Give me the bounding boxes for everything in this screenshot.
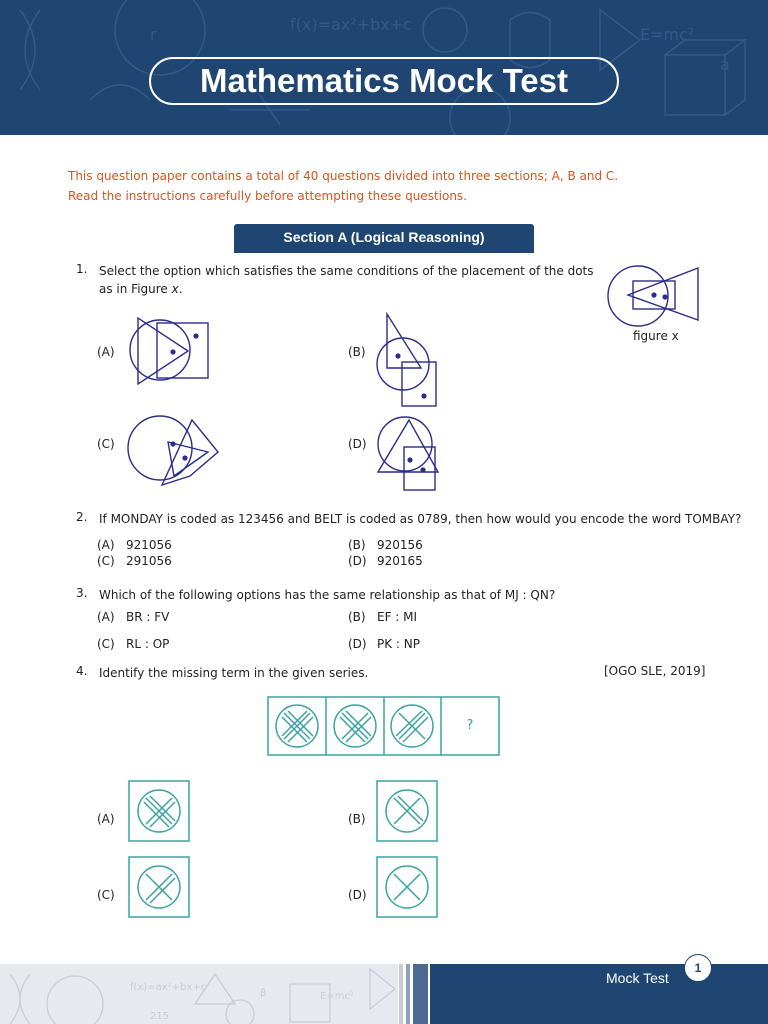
question-1-line-2-italic: x xyxy=(171,282,179,296)
q4-option-d-figure xyxy=(377,857,437,917)
q2-option-b[interactable]: (B) 920156 xyxy=(348,538,423,552)
option-b-diagram xyxy=(377,314,436,406)
q1-option-a-label[interactable]: (A) xyxy=(97,345,115,359)
footer-navy-panel xyxy=(430,964,768,1024)
page-number: 1 xyxy=(684,954,712,982)
q1-option-d-label[interactable]: (D) xyxy=(348,437,367,451)
q2-option-c[interactable]: (C) 291056 xyxy=(97,554,172,568)
svg-text:f(x)=ax²+bx+c: f(x)=ax²+bx+c xyxy=(290,15,412,34)
series-figure-1 xyxy=(276,705,318,747)
question-3-text: Which of the following options has the same relationship as that of MJ : QN? xyxy=(99,588,556,602)
q4-option-b-figure xyxy=(377,781,437,841)
q3-option-a[interactable]: (A) BR : FV xyxy=(97,610,170,624)
page-title: Mathematics Mock Test xyxy=(149,57,619,105)
section-divider xyxy=(234,251,534,253)
footer-math-doodle xyxy=(0,964,398,1024)
svg-text:E=mc²: E=mc² xyxy=(640,25,695,44)
intro-line-2: Read the instructions carefully before attempting these questions. xyxy=(68,189,467,203)
svg-text:a: a xyxy=(720,55,730,74)
svg-text:r: r xyxy=(150,25,157,44)
option-d-diagram xyxy=(378,417,438,490)
footer-bar-3 xyxy=(413,964,428,1024)
intro-line-1: This question paper contains a total of 40 questions divided into three sections; A, B and C. xyxy=(68,169,619,183)
q3-option-b[interactable]: (B) EF : MI xyxy=(348,610,418,624)
question-1-text xyxy=(99,262,594,298)
q3-option-c[interactable]: (C) RL : OP xyxy=(97,637,170,651)
option-a-diagram xyxy=(130,318,208,384)
q2-option-d[interactable]: (D) 920165 xyxy=(348,554,423,568)
question-1-line-1: Select the option which satisfies the same conditions of the placement of the dots xyxy=(99,264,594,278)
section-heading: Section A (Logical Reasoning) xyxy=(234,224,534,251)
q3-option-d[interactable]: (D) PK : NP xyxy=(348,637,420,651)
series-figure-2 xyxy=(334,705,376,747)
figure-x-diagram xyxy=(608,266,698,326)
q4-option-c-figure xyxy=(129,857,189,917)
q1-option-c-label[interactable]: (C) xyxy=(97,437,115,451)
question-2-number: 2. xyxy=(76,510,88,524)
question-3-number: 3. xyxy=(76,586,88,600)
question-2-text: If MONDAY is coded as 123456 and BELT is coded as 0789, then how would you encode the word TOMBAY? xyxy=(99,512,742,526)
option-c-diagram xyxy=(128,416,218,485)
svg-text:f(x)=ax²+bx+c: f(x)=ax²+bx+c xyxy=(130,982,207,993)
series-figure-3 xyxy=(391,705,433,747)
question-1-line-2-suffix: . xyxy=(178,282,183,296)
question-1-line-2-prefix: as in Figure xyxy=(99,282,172,296)
svg-text:β: β xyxy=(260,988,267,999)
q4-option-d-label[interactable]: (D) xyxy=(348,888,367,902)
q4-option-a-figure xyxy=(129,781,189,841)
footer xyxy=(0,964,768,1024)
series-missing-term: ? xyxy=(466,718,474,733)
question-4-source: [OGO SLE, 2019] xyxy=(604,664,706,678)
footer-label: Mock Test xyxy=(606,970,669,986)
question-1-number: 1. xyxy=(76,262,88,276)
footer-bar-1 xyxy=(399,964,403,1024)
question-4-text: Identify the missing term in the given series. xyxy=(99,666,369,680)
q2-option-a[interactable]: (A) 921056 xyxy=(97,538,172,552)
q4-option-c-label[interactable]: (C) xyxy=(97,888,115,902)
q4-option-a-label[interactable]: (A) xyxy=(97,812,115,826)
q1-option-b-label[interactable]: (B) xyxy=(348,345,366,359)
header-banner xyxy=(0,0,768,135)
svg-text:215: 215 xyxy=(150,1011,170,1022)
q4-option-b-label[interactable]: (B) xyxy=(348,812,366,826)
footer-doodle-strip xyxy=(0,964,398,1024)
figure-x-label: figure x xyxy=(633,329,679,343)
question-4-number: 4. xyxy=(76,664,88,678)
svg-text:E=mc²: E=mc² xyxy=(320,991,354,1002)
footer-bar-2 xyxy=(406,964,410,1024)
